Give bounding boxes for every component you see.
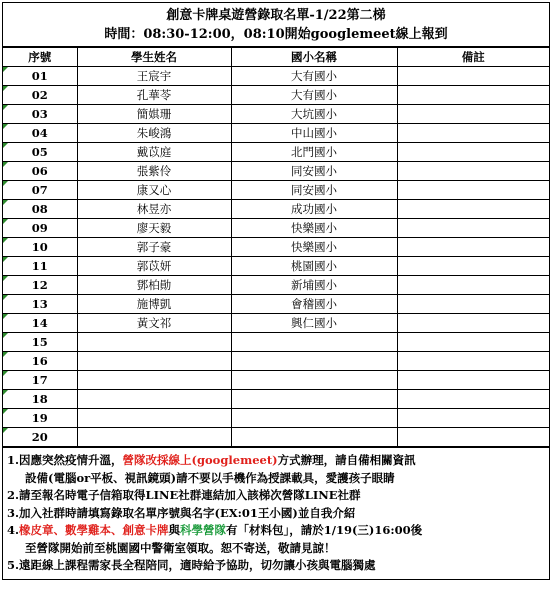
note-4-courses: 橡皮章、數學雞本、創意卡牌	[19, 523, 169, 537]
note-1-continued: 設備(電腦or平板、視訊鏡頭)請不要以手機作為授課載具，愛護孩子眼睛	[25, 470, 395, 485]
cell-number: 06	[3, 162, 77, 181]
cell-student-name: 施博凱	[77, 295, 231, 314]
cell-school: 北門國小	[231, 143, 397, 162]
cell-school: 中山國小	[231, 124, 397, 143]
note-4: 4.橡皮章、數學雞本、創意卡牌與科學營隊有「材料包」，請於1/19(三)16:00後	[7, 523, 423, 537]
cell-remarks	[397, 143, 549, 162]
table-row	[3, 105, 549, 124]
table-row	[3, 428, 549, 447]
cell-school: 新埔國小	[231, 276, 397, 295]
cell-number: 11	[3, 257, 77, 276]
cell-student-name	[77, 333, 231, 352]
cell-school	[231, 333, 397, 352]
cell-school: 快樂國小	[231, 219, 397, 238]
cell-student-name	[77, 371, 231, 390]
cell-student-name: 黃文祁	[77, 314, 231, 333]
notes-section	[3, 447, 549, 579]
table-row	[3, 162, 549, 181]
cell-number: 02	[3, 86, 77, 105]
table-row	[3, 238, 549, 257]
cell-number: 13	[3, 295, 77, 314]
note-1-highlight: 營隊改採線上(googlemeet)	[122, 453, 278, 467]
cell-remarks	[397, 257, 549, 276]
table-row	[3, 295, 549, 314]
cell-remarks	[397, 390, 549, 409]
table-row	[3, 67, 549, 86]
cell-number: 03	[3, 105, 77, 124]
cell-number: 09	[3, 219, 77, 238]
cell-number: 17	[3, 371, 77, 390]
cell-student-name: 康又心	[77, 181, 231, 200]
cell-student-name: 鄧柏勛	[77, 276, 231, 295]
cell-number: 16	[3, 352, 77, 371]
cell-number: 04	[3, 124, 77, 143]
cell-remarks	[397, 219, 549, 238]
table-row	[3, 390, 549, 409]
title-block	[3, 3, 549, 47]
cell-number: 05	[3, 143, 77, 162]
cell-number: 07	[3, 181, 77, 200]
cell-school: 大有國小	[231, 67, 397, 86]
cell-school	[231, 428, 397, 447]
cell-remarks	[397, 428, 549, 447]
cell-remarks	[397, 162, 549, 181]
cell-student-name: 朱峻鴻	[77, 124, 231, 143]
cell-remarks	[397, 200, 549, 219]
cell-remarks	[397, 105, 549, 124]
cell-school: 大有國小	[231, 86, 397, 105]
table-row	[3, 143, 549, 162]
cell-number: 14	[3, 314, 77, 333]
table-row	[3, 333, 549, 352]
table-row	[3, 409, 549, 428]
cell-school	[231, 409, 397, 428]
cell-school: 同安國小	[231, 181, 397, 200]
table-row	[3, 276, 549, 295]
cell-school	[231, 390, 397, 409]
cell-school: 會稽國小	[231, 295, 397, 314]
col-header-student-name: 學生姓名	[77, 48, 231, 67]
schedule-subtitle: 時間：08:30-12:00，08:10開始googlemeet線上報到	[104, 27, 448, 42]
cell-school: 大坑國小	[231, 105, 397, 124]
cell-remarks	[397, 352, 549, 371]
note-4-science-camp: 科學營隊	[180, 523, 227, 537]
cell-student-name: 林昱亦	[77, 200, 231, 219]
cell-school: 桃園國小	[231, 257, 397, 276]
cell-student-name: 孔華苓	[77, 86, 231, 105]
cell-remarks	[397, 314, 549, 333]
note-2: 2.請至報名時電子信箱取得LINE社群連結加入該梯次營隊LINE社群	[7, 488, 361, 502]
cell-remarks	[397, 333, 549, 352]
col-header-number: 序號	[3, 48, 77, 67]
page-title: 創意卡牌桌遊營錄取名單-1/22第二梯	[166, 8, 386, 23]
table-row	[3, 371, 549, 390]
cell-school: 快樂國小	[231, 238, 397, 257]
cell-number: 20	[3, 428, 77, 447]
cell-student-name: 王宸宇	[77, 67, 231, 86]
table-row	[3, 200, 549, 219]
table-row	[3, 219, 549, 238]
cell-number: 12	[3, 276, 77, 295]
cell-remarks	[397, 86, 549, 105]
table-row	[3, 124, 549, 143]
cell-student-name	[77, 409, 231, 428]
note-1: 1.因應突然疫情升溫，營隊改採線上(googlemeet)方式辦理，請自備相關資訊	[7, 453, 416, 467]
roster-sheet	[2, 2, 550, 580]
col-header-remarks: 備註	[397, 48, 549, 67]
cell-student-name: 郭苡妍	[77, 257, 231, 276]
cell-school: 同安國小	[231, 162, 397, 181]
cell-remarks	[397, 181, 549, 200]
cell-number: 19	[3, 409, 77, 428]
note-3: 3.加入社群時請填寫錄取名單序號與名字(EX:01王小國)並自我介紹	[7, 505, 356, 520]
table-row	[3, 314, 549, 333]
table-row	[3, 86, 549, 105]
table-row	[3, 257, 549, 276]
cell-remarks	[397, 295, 549, 314]
note-5: 5.遠距線上課程需家長全程陪同，適時給予協助，切勿讓小孩與電腦獨處	[7, 558, 376, 572]
cell-number: 08	[3, 200, 77, 219]
cell-student-name	[77, 390, 231, 409]
cell-number: 15	[3, 333, 77, 352]
cell-number: 01	[3, 67, 77, 86]
cell-student-name: 郭子豪	[77, 238, 231, 257]
note-4-continued: 至營隊開始前至桃園國中警衛室領取。恕不寄送，敬請見諒！	[25, 540, 336, 555]
cell-student-name: 張紫伶	[77, 162, 231, 181]
cell-remarks	[397, 67, 549, 86]
cell-remarks	[397, 276, 549, 295]
cell-school	[231, 352, 397, 371]
cell-number: 18	[3, 390, 77, 409]
table-row	[3, 352, 549, 371]
table-row	[3, 181, 549, 200]
cell-student-name: 廖天毅	[77, 219, 231, 238]
cell-student-name: 簡娸珊	[77, 105, 231, 124]
cell-remarks	[397, 371, 549, 390]
cell-school	[231, 371, 397, 390]
cell-school: 成功國小	[231, 200, 397, 219]
cell-remarks	[397, 124, 549, 143]
cell-student-name	[77, 352, 231, 371]
roster-table	[3, 47, 549, 447]
cell-number: 10	[3, 238, 77, 257]
cell-remarks	[397, 409, 549, 428]
cell-student-name	[77, 428, 231, 447]
cell-school: 興仁國小	[231, 314, 397, 333]
cell-student-name: 戴苡庭	[77, 143, 231, 162]
cell-remarks	[397, 238, 549, 257]
table-header-row	[3, 48, 549, 67]
col-header-school: 國小名稱	[231, 48, 397, 67]
